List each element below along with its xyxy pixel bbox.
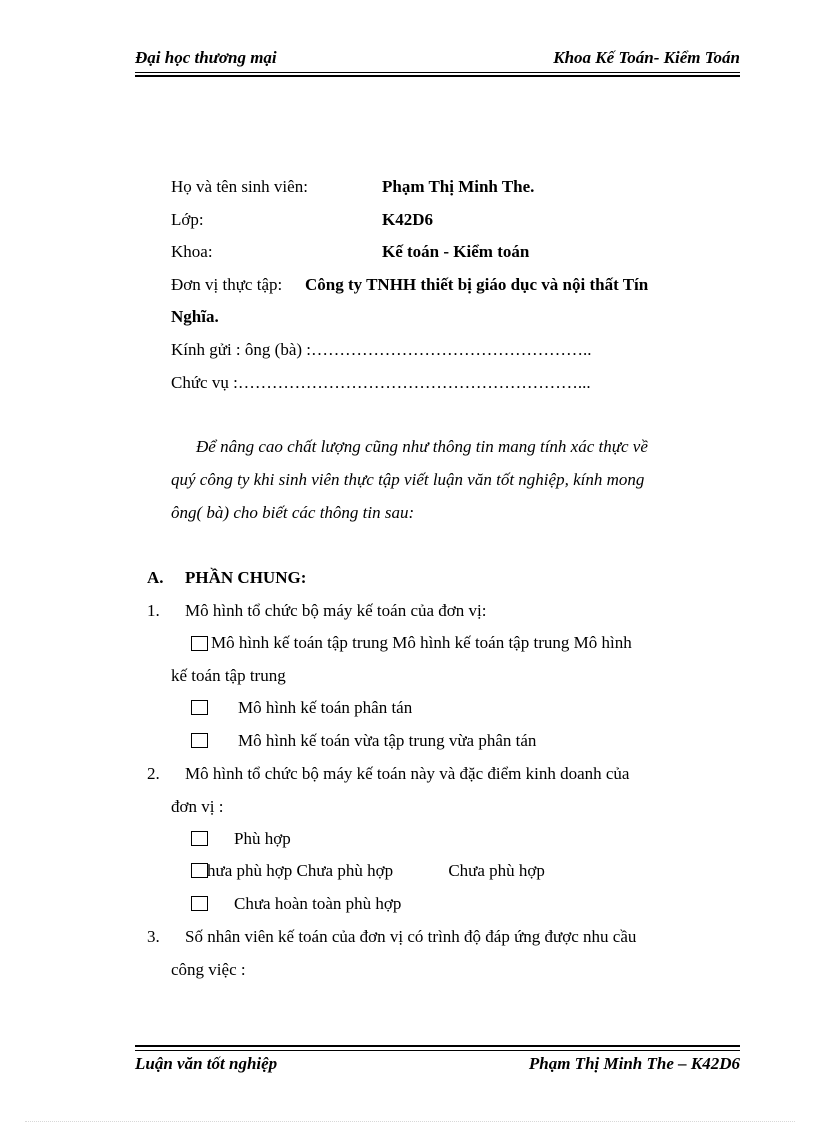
- header-faculty: Khoa Kế Toán- Kiểm Toán: [553, 48, 740, 67]
- q2-option-3-checkbox[interactable]: [191, 896, 208, 911]
- q3-text: Số nhân viên kế toán của đơn vị có trình độ đáp ứng được nhu cầu: [185, 927, 637, 946]
- footer-rule-thin: [135, 1050, 740, 1051]
- header-rule-thick: [135, 75, 740, 77]
- student-name-label: Họ và tên sinh viên:: [171, 177, 308, 196]
- internship-unit-value: Công ty TNHH thiết bị giáo dục và nội thất Tín: [305, 275, 649, 294]
- student-name-value: Phạm Thị Minh The.: [382, 177, 535, 196]
- faculty-value: Kế toán - Kiểm toán: [382, 242, 530, 261]
- q1-number: 1.: [147, 601, 160, 620]
- q1-option-1-label-cont: kế toán tập trung: [171, 666, 286, 685]
- header-university: Đại học thương mại: [135, 48, 277, 67]
- section-a-letter: A.: [147, 568, 164, 587]
- q3-text-cont: công việc :: [171, 960, 246, 979]
- q2-option-2-label: hưa phù hợp Chưa phù hợp Chưa phù hợp: [207, 861, 545, 880]
- position-line: Chức vụ :……………………………………………………...: [171, 373, 591, 392]
- intro-line-1: Để nâng cao chất lượng cũng như thông tin mang tính xác thực về: [196, 437, 648, 456]
- section-a-title: PHẦN CHUNG:: [185, 568, 307, 587]
- q1-option-1-label: Mô hình kế toán tập trung Mô hình kế toán tập trung Mô hình: [211, 633, 632, 652]
- q1-option-3-checkbox[interactable]: [191, 733, 208, 748]
- class-value: K42D6: [382, 210, 433, 229]
- footer-author: Phạm Thị Minh The – K42D6: [528, 1054, 740, 1073]
- q2-option-3-label: Chưa hoàn toàn phù hợp: [234, 894, 402, 913]
- footer-thesis-label: Luận văn tốt nghiệp: [135, 1054, 278, 1073]
- intro-line-3: ông( bà) cho biết các thông tin sau:: [171, 503, 415, 522]
- intro-line-2: quý công ty khi sinh viên thực tập viết luận văn tốt nghiệp, kính mong: [171, 470, 645, 489]
- q2-option-2-checkbox[interactable]: [191, 863, 208, 878]
- header-rule-thin: [135, 72, 740, 73]
- q2-text: Mô hình tổ chức bộ máy kế toán này và đặc điểm kinh doanh của: [185, 764, 630, 783]
- q2-number: 2.: [147, 764, 160, 783]
- internship-unit-value-cont: Nghĩa.: [171, 307, 219, 326]
- q3-number: 3.: [147, 927, 160, 946]
- q1-option-2-checkbox[interactable]: [191, 700, 208, 715]
- internship-unit-label: Đơn vị thực tập:: [171, 275, 283, 294]
- footer-rule-thick: [135, 1045, 740, 1047]
- faculty-label: Khoa:: [171, 242, 213, 261]
- recipient-line: Kính gửi : ông (bà) :…………………………………………..: [171, 340, 592, 359]
- page-header: [135, 48, 740, 70]
- q2-option-1-checkbox[interactable]: [191, 831, 208, 846]
- q1-option-1-checkbox[interactable]: [191, 636, 208, 651]
- q1-text: Mô hình tổ chức bộ máy kế toán của đơn vị:: [185, 601, 487, 620]
- q2-text-cont: đơn vị :: [171, 797, 224, 816]
- q1-option-2-label: Mô hình kế toán phân tán: [238, 698, 413, 717]
- page-bottom-border: [25, 1121, 795, 1122]
- class-label: Lớp:: [171, 210, 204, 229]
- q1-option-3-label: Mô hình kế toán vừa tập trung vừa phân tán: [238, 731, 537, 750]
- q2-option-1-label: Phù hợp: [234, 829, 291, 848]
- page-footer: [135, 1054, 740, 1076]
